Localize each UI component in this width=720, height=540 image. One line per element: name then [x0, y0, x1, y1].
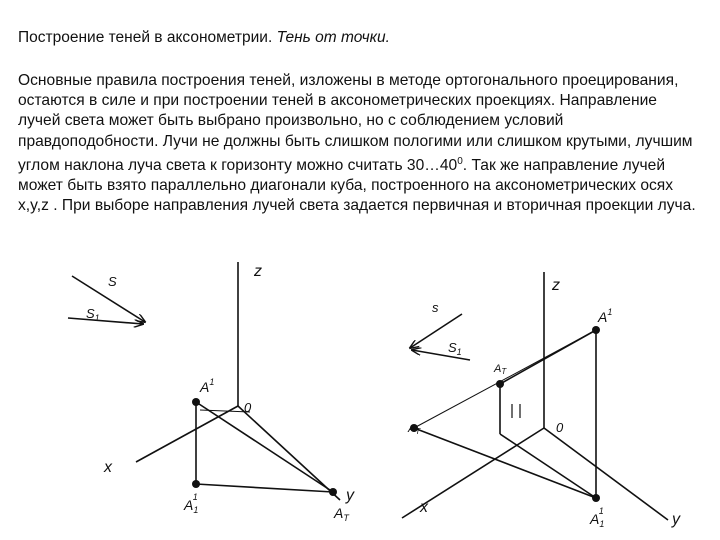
left-label-s1: $S_1$ — [86, 306, 100, 323]
left-label-x: x — [104, 459, 112, 476]
right-point-a1 — [592, 326, 600, 334]
right-label-s1: $S_1$ — [448, 340, 462, 357]
left-ray-s1 — [68, 318, 143, 324]
right-shadow-ray — [414, 330, 596, 428]
left-label-s: S — [108, 274, 117, 289]
left-label-z: z — [254, 263, 262, 280]
paragraph-main: Основные правила построения теней, изложены в методе ортогонального проецирования, остаются в силе и при построении теней в аксонометрических проекциях. Направление лучей света может быть выбрано произвольно, но с соблюдением условий правдоподобности. Лучи не должны быть слишком пологими или слишком крутыми, лучшим углом наклона луча света к горизонту можно считать 30…40 — [18, 72, 693, 174]
left-label-a1: $A^1$ — [200, 377, 215, 395]
right-label-y: y — [672, 511, 680, 528]
right-label-at-left: AT — [408, 423, 421, 436]
left-point-at — [329, 488, 337, 496]
right-points — [410, 326, 600, 502]
right-shadow-line — [414, 428, 596, 498]
title-italic: Тень от точки. — [276, 29, 390, 46]
left-labels — [86, 263, 355, 523]
degree-superscript: 0 — [457, 155, 463, 167]
left-label-at: $A_T$ — [334, 505, 349, 523]
title-regular: Построение теней в аксонометрии. — [18, 29, 277, 46]
left-label-y: y — [346, 487, 354, 504]
left-primary-shadow-ray — [196, 402, 333, 492]
right-axis-y — [544, 428, 668, 520]
left-point-a11 — [192, 480, 200, 488]
right-label-s: s — [432, 300, 439, 315]
right-label-a11: $A_11$ — [590, 506, 604, 529]
left-secondary-shadow-ray — [196, 484, 333, 492]
right-label-z: z — [552, 277, 560, 294]
left-label-o: 0 — [244, 400, 252, 415]
right-label-at-top: AT — [494, 363, 507, 376]
left-axis-x — [136, 406, 238, 462]
right-diagram — [402, 272, 668, 520]
left-point-a1 — [192, 398, 200, 406]
left-label-a11: $A_11$ — [184, 492, 198, 515]
right-point-a11 — [592, 494, 600, 502]
right-label-x: x — [420, 499, 428, 516]
paragraph-tail: . Так же направление лучей может быть взято параллельно диагонали куба, построенного на аксонометрических осях x,y,z . При выборе направления лучей света задается первичная и вторичная проекции луча. — [18, 157, 696, 215]
right-label-a1: $A^1$ — [598, 307, 613, 325]
right-point-at-top — [496, 380, 504, 388]
right-label-o: 0 — [556, 420, 564, 435]
